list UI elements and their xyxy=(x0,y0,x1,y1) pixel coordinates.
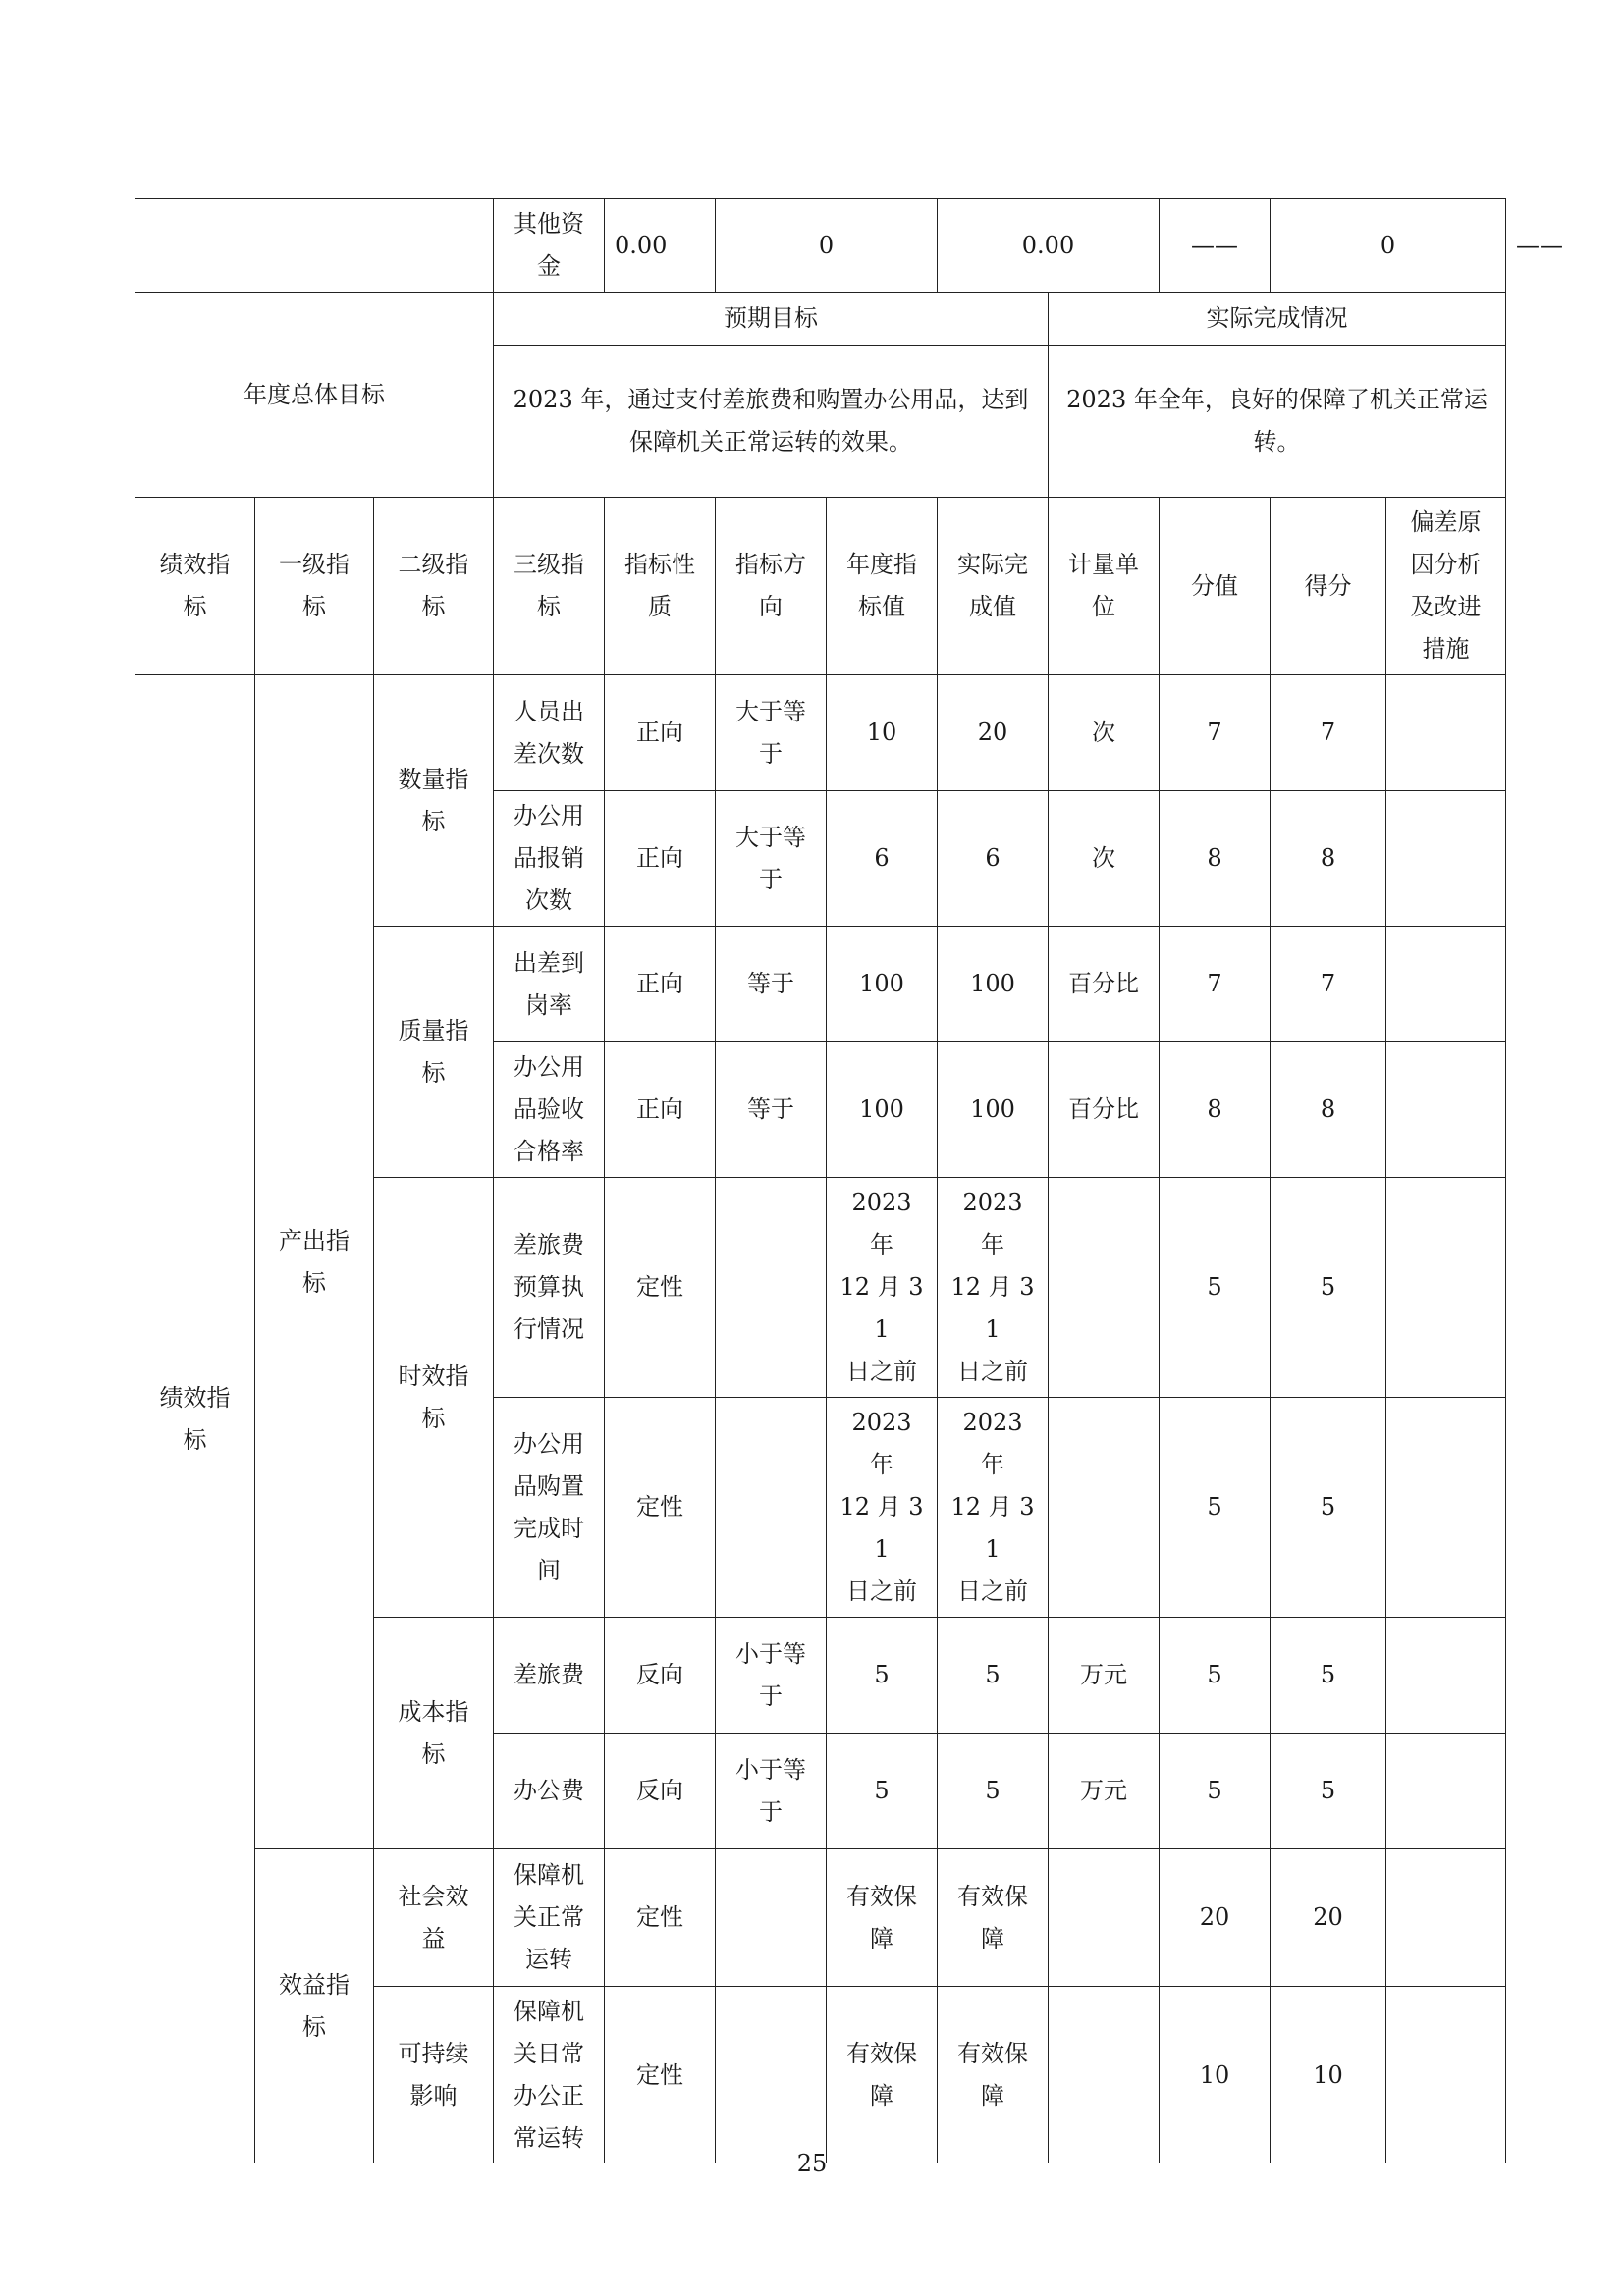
direction-cell xyxy=(716,1398,827,1618)
weight-cell: 20 xyxy=(1160,1849,1271,1987)
unit-cell: 百分比 xyxy=(1049,927,1160,1042)
header-unit: 计量单 位 xyxy=(1049,498,1160,675)
annual-goal-label: 年度总体目标 xyxy=(135,293,494,498)
header-actual-value: 实际完 成值 xyxy=(938,498,1049,675)
deviation-analysis-cell xyxy=(1386,1398,1506,1618)
deviation-analysis-cell xyxy=(1386,1987,1506,2164)
level3-indicator-cell: 差旅费 预算执 行情况 xyxy=(494,1178,605,1398)
weight-cell: 7 xyxy=(1160,675,1271,791)
direction-cell xyxy=(716,1178,827,1398)
level3-indicator-cell: 办公费 xyxy=(494,1734,605,1849)
nature-cell: 正向 xyxy=(605,675,716,791)
funding-label: 其他资 金 xyxy=(494,199,605,293)
target-value-cell: 2023 年 12 月 31 日之前 xyxy=(827,1398,938,1618)
direction-cell xyxy=(716,1987,827,2164)
target-value-cell: 10 xyxy=(827,675,938,791)
direction-cell: 小于等 于 xyxy=(716,1734,827,1849)
actual-value-cell: 100 xyxy=(938,1042,1049,1178)
level1-indicator-cell: 效益指 标 xyxy=(255,1849,374,2164)
actual-value-cell: 20 xyxy=(938,675,1049,791)
table-row xyxy=(135,1849,1506,1987)
target-value-cell: 6 xyxy=(827,791,938,927)
deviation-analysis-cell xyxy=(1386,1618,1506,1734)
deviation-analysis-cell xyxy=(1386,927,1506,1042)
funding-value: 0.00 xyxy=(605,199,716,293)
unit-cell: 次 xyxy=(1049,675,1160,791)
actual-value-cell: 5 xyxy=(938,1618,1049,1734)
level2-indicator-cell: 可持续 影响 xyxy=(374,1987,494,2164)
weight-cell: 5 xyxy=(1160,1618,1271,1734)
weight-cell: 5 xyxy=(1160,1178,1271,1398)
score-cell: 20 xyxy=(1271,1849,1386,1987)
weight-cell: 5 xyxy=(1160,1734,1271,1849)
unit-cell xyxy=(1049,1398,1160,1618)
deviation-analysis-cell xyxy=(1386,791,1506,927)
score-cell: 5 xyxy=(1271,1618,1386,1734)
table-row xyxy=(135,675,1506,791)
target-value-cell: 100 xyxy=(827,1042,938,1178)
annual-goal-header-row xyxy=(135,293,1506,346)
performance-table xyxy=(135,198,1563,2163)
level2-indicator-cell: 社会效 益 xyxy=(374,1849,494,1987)
score-cell: 7 xyxy=(1271,927,1386,1042)
header-level1: 一级指 标 xyxy=(255,498,374,675)
funding-row: 其他资 金 0.00 0 0.00 —— 0 —— xyxy=(135,199,1506,293)
actual-value-cell: 2023 年 12 月 31 日之前 xyxy=(938,1398,1049,1618)
level3-indicator-cell: 保障机 关正常 运转 xyxy=(494,1849,605,1987)
direction-cell: 等于 xyxy=(716,1042,827,1178)
target-value-cell: 5 xyxy=(827,1618,938,1734)
level3-indicator-cell: 保障机 关日常 办公正 常运转 xyxy=(494,1987,605,2164)
unit-cell xyxy=(1049,1178,1160,1398)
score-cell: 7 xyxy=(1271,675,1386,791)
level2-indicator-cell: 质量指 标 xyxy=(374,927,494,1178)
header-score: 得分 xyxy=(1271,498,1386,675)
score-cell: 8 xyxy=(1271,791,1386,927)
target-value-cell: 有效保 障 xyxy=(827,1987,938,2164)
target-value-cell: 2023 年 12 月 31 日之前 xyxy=(827,1178,938,1398)
header-level2: 二级指 标 xyxy=(374,498,494,675)
actual-completion-header: 实际完成情况 xyxy=(1049,293,1506,346)
level2-indicator-cell: 成本指 标 xyxy=(374,1618,494,1849)
expected-goal-text: 2023 年，通过支付差旅费和购置办公用品，达到保障机关正常运转的效果。 xyxy=(494,346,1049,498)
header-deviation-analysis: 偏差原 因分析 及改进 措施 xyxy=(1386,498,1506,675)
deviation-analysis-cell xyxy=(1386,1178,1506,1398)
nature-cell: 反向 xyxy=(605,1734,716,1849)
funding-value: 0 xyxy=(1271,199,1506,293)
weight-cell: 8 xyxy=(1160,791,1271,927)
weight-cell: 8 xyxy=(1160,1042,1271,1178)
weight-cell: 10 xyxy=(1160,1987,1271,2164)
level3-indicator-cell: 办公用 品购置 完成时 间 xyxy=(494,1398,605,1618)
actual-value-cell: 5 xyxy=(938,1734,1049,1849)
actual-value-cell: 有效保 障 xyxy=(938,1849,1049,1987)
unit-cell xyxy=(1049,1849,1160,1987)
target-value-cell: 100 xyxy=(827,927,938,1042)
level3-indicator-cell: 办公用 品验收 合格率 xyxy=(494,1042,605,1178)
header-weight: 分值 xyxy=(1160,498,1271,675)
funding-value: 0.00 xyxy=(938,199,1160,293)
nature-cell: 正向 xyxy=(605,791,716,927)
score-cell: 5 xyxy=(1271,1734,1386,1849)
nature-cell: 反向 xyxy=(605,1618,716,1734)
direction-cell: 大于等 于 xyxy=(716,675,827,791)
level3-indicator-cell: 出差到 岗率 xyxy=(494,927,605,1042)
direction-cell: 等于 xyxy=(716,927,827,1042)
target-value-cell: 5 xyxy=(827,1734,938,1849)
level1-indicator-cell: 产出指 标 xyxy=(255,675,374,1849)
weight-cell: 7 xyxy=(1160,927,1271,1042)
nature-cell: 定性 xyxy=(605,1849,716,1987)
header-nature: 指标性 质 xyxy=(605,498,716,675)
score-cell: 5 xyxy=(1271,1178,1386,1398)
header-perf-indicator: 绩效指 标 xyxy=(135,498,255,675)
actual-value-cell: 100 xyxy=(938,927,1049,1042)
page-number: 25 xyxy=(796,2150,828,2177)
funding-value: —— xyxy=(1160,199,1271,293)
header-annual-target: 年度指 标值 xyxy=(827,498,938,675)
level3-indicator-cell: 办公用 品报销 次数 xyxy=(494,791,605,927)
score-cell: 5 xyxy=(1271,1398,1386,1618)
nature-cell: 定性 xyxy=(605,1178,716,1398)
deviation-analysis-cell xyxy=(1386,1734,1506,1849)
funding-blank-cell xyxy=(135,199,494,293)
level3-indicator-cell: 人员出 差次数 xyxy=(494,675,605,791)
score-cell: 10 xyxy=(1271,1987,1386,2164)
unit-cell: 次 xyxy=(1049,791,1160,927)
level2-indicator-cell: 数量指 标 xyxy=(374,675,494,927)
nature-cell: 正向 xyxy=(605,927,716,1042)
deviation-analysis-cell xyxy=(1386,675,1506,791)
funding-value: 0 xyxy=(716,199,938,293)
actual-value-cell: 2023 年 12 月 31 日之前 xyxy=(938,1178,1049,1398)
actual-value-cell: 有效保 障 xyxy=(938,1987,1049,2164)
score-cell: 8 xyxy=(1271,1042,1386,1178)
nature-cell: 定性 xyxy=(605,1987,716,2164)
target-value-cell: 有效保 障 xyxy=(827,1849,938,1987)
header-level3: 三级指 标 xyxy=(494,498,605,675)
level2-indicator-cell: 时效指 标 xyxy=(374,1178,494,1618)
deviation-analysis-cell xyxy=(1386,1849,1506,1987)
direction-cell: 大于等 于 xyxy=(716,791,827,927)
unit-cell xyxy=(1049,1987,1160,2164)
actual-completion-text: 2023 年全年，良好的保障了机关正常运转。 xyxy=(1049,346,1506,498)
nature-cell: 定性 xyxy=(605,1398,716,1618)
table-body xyxy=(135,199,1563,2164)
column-header-row xyxy=(135,498,1506,675)
perf-indicator-cell: 绩效指 标 xyxy=(135,675,255,2164)
header-direction: 指标方 向 xyxy=(716,498,827,675)
direction-cell: 小于等 于 xyxy=(716,1618,827,1734)
nature-cell: 正向 xyxy=(605,1042,716,1178)
unit-cell: 百分比 xyxy=(1049,1042,1160,1178)
expected-goal-header: 预期目标 xyxy=(494,293,1049,346)
direction-cell xyxy=(716,1849,827,1987)
weight-cell: 5 xyxy=(1160,1398,1271,1618)
unit-cell: 万元 xyxy=(1049,1734,1160,1849)
unit-cell: 万元 xyxy=(1049,1618,1160,1734)
deviation-analysis-cell xyxy=(1386,1042,1506,1178)
actual-value-cell: 6 xyxy=(938,791,1049,927)
level3-indicator-cell: 差旅费 xyxy=(494,1618,605,1734)
